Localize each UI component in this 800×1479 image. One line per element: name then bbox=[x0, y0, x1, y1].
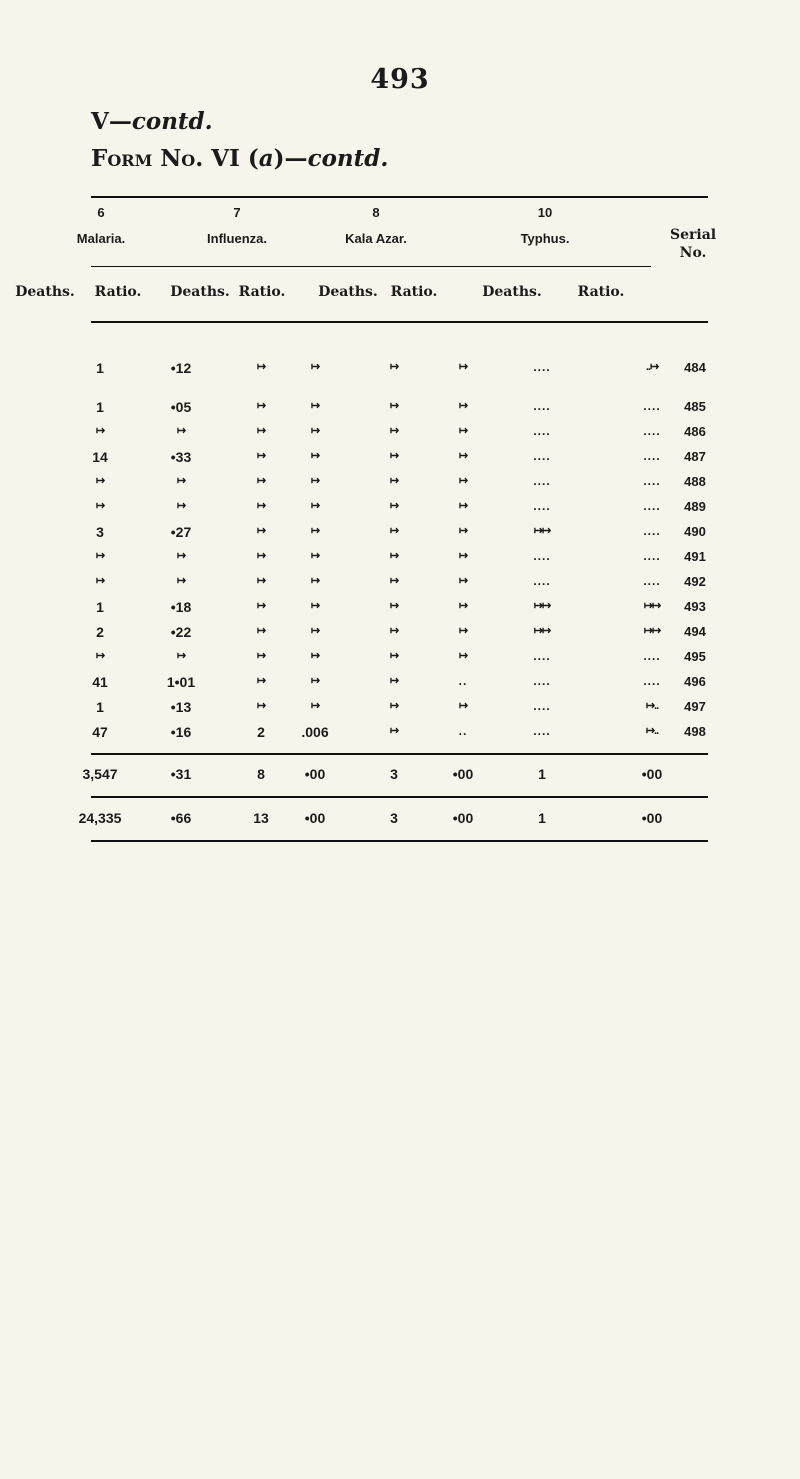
table-cell: ↦ bbox=[256, 475, 266, 487]
table-cell: ↦ bbox=[176, 425, 186, 437]
serial-number: 486 bbox=[684, 424, 706, 439]
table-cell: ↦ bbox=[389, 525, 399, 537]
column-group-number: 8 bbox=[372, 205, 380, 220]
total-cell: 8 bbox=[257, 766, 265, 782]
table-cell: ↦ bbox=[256, 700, 266, 712]
table-cell: ↦ bbox=[458, 450, 468, 462]
page-number: 493 bbox=[370, 64, 430, 95]
table-cell: ↦ bbox=[310, 700, 320, 712]
table-cell: ↦ bbox=[389, 675, 399, 687]
table-cell: •22 bbox=[170, 624, 192, 640]
table-cell: .... bbox=[643, 674, 661, 688]
column-sub-header: Ratio. bbox=[94, 284, 142, 300]
total-cell: •00 bbox=[641, 766, 663, 782]
table-cell: •05 bbox=[170, 399, 192, 415]
total-cell: 24,335 bbox=[78, 810, 122, 826]
table-cell: ↦ bbox=[458, 550, 468, 562]
table-cell: ↦ bbox=[176, 575, 186, 587]
table-cell: ↦ bbox=[310, 500, 320, 512]
table-cell: ↦ bbox=[310, 475, 320, 487]
table-cell: ↦ bbox=[256, 600, 266, 612]
table-cell: ↦ bbox=[310, 625, 320, 637]
serial-number: 496 bbox=[684, 674, 706, 689]
table-cell: .... bbox=[533, 574, 551, 588]
header-bottom-rule bbox=[91, 321, 708, 323]
serial-number: 497 bbox=[684, 699, 706, 714]
total-separator-rule bbox=[91, 796, 708, 798]
table-cell: ↦.. bbox=[645, 725, 659, 737]
table-cell: ↦ bbox=[389, 425, 399, 437]
table-cell: .... bbox=[643, 449, 661, 463]
column-group-number: 10 bbox=[537, 205, 553, 220]
total-cell: 3,547 bbox=[82, 766, 118, 782]
table-cell: ↦ bbox=[458, 600, 468, 612]
table-cell: ↦ bbox=[95, 550, 105, 562]
table-cell: ↦↦ bbox=[533, 525, 551, 537]
serial-number: 485 bbox=[684, 399, 706, 414]
table-cell: .... bbox=[533, 549, 551, 563]
table-cell: ↦ bbox=[389, 550, 399, 562]
table-cell: ↦ bbox=[176, 550, 186, 562]
table-cell: .... bbox=[643, 549, 661, 563]
form-heading-label: Form No. VI ( bbox=[91, 145, 259, 172]
table-cell: .. bbox=[458, 674, 468, 688]
serial-number: 490 bbox=[684, 524, 706, 539]
table-cell: ↦ bbox=[389, 700, 399, 712]
serial-header-line1: Serial bbox=[670, 227, 717, 243]
table-cell: •12 bbox=[170, 360, 192, 376]
table-cell: .... bbox=[533, 499, 551, 513]
form-heading-contd: contd. bbox=[307, 145, 389, 172]
table-cell: .... bbox=[533, 449, 551, 463]
table-cell: ↦ bbox=[310, 575, 320, 587]
table-cell: ↦ bbox=[458, 575, 468, 587]
table-cell: ↦ bbox=[95, 650, 105, 662]
group-header-rule bbox=[91, 266, 651, 267]
table-cell: ↦ bbox=[389, 600, 399, 612]
table-cell: 2 bbox=[257, 724, 265, 740]
table-cell: ↦.. bbox=[645, 700, 659, 712]
table-cell: ↦ bbox=[310, 400, 320, 412]
table-cell: ↦ bbox=[458, 475, 468, 487]
table-cell: ↦ bbox=[458, 400, 468, 412]
table-cell: 1 bbox=[96, 699, 104, 715]
column-group-number: 6 bbox=[97, 205, 105, 220]
table-cell: .... bbox=[643, 649, 661, 663]
total-cell: 3 bbox=[390, 766, 398, 782]
table-cell: ↦ bbox=[389, 575, 399, 587]
table-cell: ↦ bbox=[310, 361, 320, 373]
total-cell: 3 bbox=[390, 810, 398, 826]
table-cell: .... bbox=[533, 649, 551, 663]
table-cell: ↦ bbox=[256, 675, 266, 687]
column-sub-header: Deaths. bbox=[482, 284, 542, 300]
table-cell: ↦ bbox=[389, 725, 399, 737]
column-group-number: 7 bbox=[233, 205, 241, 220]
column-group-name: Influenza. bbox=[207, 231, 267, 246]
column-group-name: Typhus. bbox=[520, 231, 570, 246]
table-cell: ↦ bbox=[310, 550, 320, 562]
table-cell: ↦ bbox=[458, 525, 468, 537]
table-cell: .... bbox=[533, 474, 551, 488]
table-cell: ↦ bbox=[256, 525, 266, 537]
table-cell: •18 bbox=[170, 599, 192, 615]
table-cell: ↦ bbox=[256, 450, 266, 462]
column-sub-header: Deaths. bbox=[318, 284, 378, 300]
serial-number: 492 bbox=[684, 574, 706, 589]
table-cell: .... bbox=[533, 399, 551, 413]
table-cell: 1•01 bbox=[166, 674, 196, 690]
serial-number: 487 bbox=[684, 449, 706, 464]
column-sub-header: Deaths. bbox=[15, 284, 75, 300]
table-cell: ↦ bbox=[95, 475, 105, 487]
table-cell: .... bbox=[643, 474, 661, 488]
table-cell: ↦ bbox=[256, 500, 266, 512]
table-cell: 2 bbox=[96, 624, 104, 640]
total-cell: •00 bbox=[452, 766, 474, 782]
table-cell: ↦ bbox=[176, 500, 186, 512]
table-bottom-rule bbox=[91, 840, 708, 842]
total-cell: •31 bbox=[170, 766, 192, 782]
serial-header-line2: No. bbox=[679, 245, 707, 261]
table-cell: ↦ bbox=[458, 625, 468, 637]
table-cell: ↦ bbox=[256, 650, 266, 662]
table-cell: •16 bbox=[170, 724, 192, 740]
serial-number: 491 bbox=[684, 549, 706, 564]
table-cell: ↦↦ bbox=[643, 600, 661, 612]
table-cell: ↦ bbox=[310, 675, 320, 687]
table-cell: ↦ bbox=[458, 650, 468, 662]
table-cell: ↦ bbox=[458, 500, 468, 512]
table-cell: ↦ bbox=[256, 575, 266, 587]
table-cell: ↦ bbox=[458, 361, 468, 373]
table-cell: .... bbox=[533, 674, 551, 688]
table-cell: ↦ bbox=[95, 425, 105, 437]
total-cell: •00 bbox=[304, 810, 326, 826]
table-cell: 3 bbox=[96, 524, 104, 540]
total-cell: 1 bbox=[538, 766, 546, 782]
table-cell: .... bbox=[643, 424, 661, 438]
table-cell: ↦ bbox=[389, 400, 399, 412]
table-cell: ↦↦ bbox=[533, 625, 551, 637]
total-cell: 13 bbox=[253, 810, 269, 826]
serial-number: 484 bbox=[684, 360, 706, 375]
table-cell: ↦ bbox=[310, 650, 320, 662]
table-cell: .... bbox=[533, 724, 551, 738]
form-heading bbox=[91, 145, 388, 172]
serial-number: 494 bbox=[684, 624, 706, 639]
table-cell: ↦ bbox=[389, 475, 399, 487]
table-cell: .... bbox=[643, 574, 661, 588]
table-top-rule bbox=[91, 196, 708, 198]
table-cell: ↦ bbox=[389, 650, 399, 662]
table-cell: .... bbox=[643, 499, 661, 513]
serial-number: 498 bbox=[684, 724, 706, 739]
table-cell: ↦ bbox=[389, 625, 399, 637]
table-cell: ↦↦ bbox=[643, 625, 661, 637]
section-heading-contd: contd. bbox=[131, 108, 213, 135]
table-cell: ↦ bbox=[389, 450, 399, 462]
table-cell: .... bbox=[533, 699, 551, 713]
table-cell: .... bbox=[533, 424, 551, 438]
column-sub-header: Ratio. bbox=[238, 284, 286, 300]
table-cell: ↦↦ bbox=[533, 600, 551, 612]
table-cell: 1 bbox=[96, 599, 104, 615]
table-cell: 41 bbox=[92, 674, 108, 690]
table-cell: ↦ bbox=[310, 600, 320, 612]
column-group-name: Malaria. bbox=[76, 231, 126, 246]
table-cell: ↦ bbox=[176, 475, 186, 487]
table-cell: ↦ bbox=[310, 425, 320, 437]
table-cell: .... bbox=[533, 360, 551, 374]
table-cell: ↦ bbox=[458, 700, 468, 712]
column-sub-header: Ratio. bbox=[390, 284, 438, 300]
table-cell: 1 bbox=[96, 399, 104, 415]
section-heading-label: V— bbox=[91, 108, 132, 135]
table-cell: ↦ bbox=[458, 425, 468, 437]
serial-number: 495 bbox=[684, 649, 706, 664]
table-cell: ↦ bbox=[176, 650, 186, 662]
serial-number: 493 bbox=[684, 599, 706, 614]
total-cell: •00 bbox=[304, 766, 326, 782]
table-cell: ↦ bbox=[256, 361, 266, 373]
table-cell: 14 bbox=[92, 449, 108, 465]
table-cell: •33 bbox=[170, 449, 192, 465]
table-cell: ↦ bbox=[310, 525, 320, 537]
table-cell: •13 bbox=[170, 699, 192, 715]
table-cell: .. bbox=[458, 724, 468, 738]
table-cell: ↦ bbox=[256, 550, 266, 562]
table-cell: ↦ bbox=[95, 500, 105, 512]
form-heading-dash: )— bbox=[273, 145, 308, 172]
total-cell: •00 bbox=[641, 810, 663, 826]
table-cell: 47 bbox=[92, 724, 108, 740]
serial-number: 489 bbox=[684, 499, 706, 514]
table-cell: ↦ bbox=[95, 575, 105, 587]
total-cell: 1 bbox=[538, 810, 546, 826]
total-cell: •00 bbox=[452, 810, 474, 826]
table-cell: ..↦ bbox=[645, 361, 659, 373]
serial-header bbox=[670, 226, 716, 262]
column-group-name: Kala Azar. bbox=[345, 231, 407, 246]
column-sub-header: Deaths. bbox=[170, 284, 230, 300]
table-cell: ↦ bbox=[256, 400, 266, 412]
table-cell: .006 bbox=[301, 724, 329, 740]
table-cell: ↦ bbox=[310, 450, 320, 462]
section-heading bbox=[91, 108, 213, 135]
form-heading-letter: a bbox=[258, 145, 274, 172]
table-cell: 1 bbox=[96, 360, 104, 376]
body-bottom-rule bbox=[91, 753, 708, 755]
table-cell: .... bbox=[643, 399, 661, 413]
serial-number: 488 bbox=[684, 474, 706, 489]
table-cell: ↦ bbox=[256, 425, 266, 437]
table-cell: ↦ bbox=[256, 625, 266, 637]
table-cell: ↦ bbox=[389, 361, 399, 373]
table-cell: ↦ bbox=[389, 500, 399, 512]
table-cell: •27 bbox=[170, 524, 192, 540]
total-cell: •66 bbox=[170, 810, 192, 826]
column-sub-header: Ratio. bbox=[577, 284, 625, 300]
table-cell: .... bbox=[643, 524, 661, 538]
